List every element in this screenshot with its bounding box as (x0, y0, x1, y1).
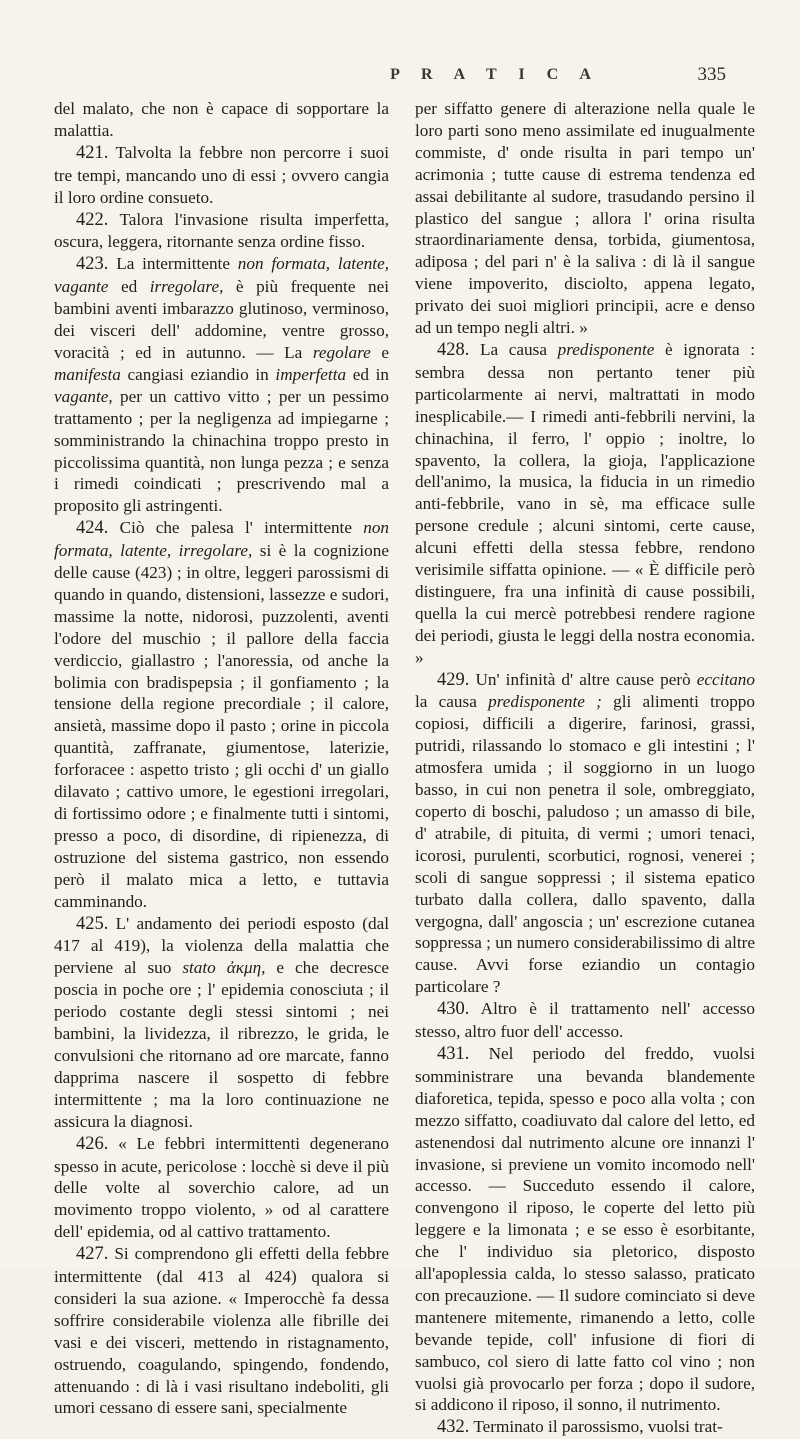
paragraph-number: 430. (437, 999, 470, 1020)
paragraph-421: 421. Talvolta la febbre non percorre i suoi tre tempi, mancando uno di essi ; ovvero cangia il loro ordine consueto. (54, 142, 389, 207)
paragraph-423: 423. La intermittente non formata, latente, vagante ed irregolare, è più frequente nei bambini aventi imbarazzo glutinoso, verminoso, dei visceri dell' addomine, ventre grosso, voracità ; ed in autunno. — La regolare e manifesta cangiasi eziandio in imperfetta ed in vagante, per un cattivo vitto ; per un pessimo trattamento ; per la negligenza ad impiegarne ; somministrando la chinachina troppo presto in piccolissima quantità, non lunga pezza ; e senza i rimedi coindicati ; prescrivendo mal a proposito gli astringenti. (54, 254, 390, 516)
running-head: P R A T I C A (390, 66, 600, 83)
paragraph-number: 428. (437, 339, 470, 360)
paragraph-431: 431. Nel periodo del freddo, vuolsi somministrare una bevanda blandemente diaforetica, tepida, spesso e poco alla volta ; con mezzo siffatto, coadiuvato dal calore del letto, ed astenendosi dal nutrimento alcune ore innanzi l' invasione, si previene un vomito incomodo nell' accesso. — Succeduto essendo il calore, convengono il riposo, le coperte del letto più leggere e la limonata ; e se esso è esorbitante, che l' individuo sia pletorico, disposto all'apoplessia calda, lo stesso salasso, praticato con precauzione. — Il sudore cominciato si deve mantenere mitemente, rimanendo a letto, colle bevande tepide, coll' infusione di fiori di sambuco, col siero di latte fatto col vino ; non vuolsi già provocarlo per forza ; dopo il sudore, si addicono il riposo, il sonno, il nutrimento. (415, 1043, 755, 1415)
paragraph-424: 424. Ciò che palesa l' intermittente non formata, latente, irregolare, si è la cognizione delle cause (423) ; in oltre, leggeri parossismi di quando in quando, distensioni, lassezze e sudori, massime la notte, nidorosi, puzzolenti, aventi l'odore del muschio ; il pallore della faccia verdiccio, giallastro ; l'anoressia, od anche la bolimia con bradispepsia ; il gonfiamento ; la tensione della regione precordiale ; il calore, ansietà, massime dopo il pasto ; orine in piccola quantità, zaffranate, giumentose, laterizie, forforacee : aspetto tristo ; gli occhi d' un giallo dilavato ; cattivo umore, le egestioni irregolari, di fortissimo odore ; e finalmente tutti i sintomi, presso a poco, di disordine, di ripienezza, di ostruzione del sistema gastrico, non essendo però il malato mica a letto, e tuttavia camminando. (54, 518, 389, 911)
paragraph-number: 424. (76, 518, 109, 539)
paragraph-number: 432. (437, 1417, 470, 1438)
page-header (0, 66, 800, 92)
paragraph-427: 427. Si comprendono gli effetti della febbre intermittente (dal 413 al 424) qualora si consideri la sua azione. « Imperocchè fa dessa soffrire considerabile violenza alle fibrille dei vasi e dei visceri, mettendo in ristagnamento, ostruendo, coagulando, spingendo, fondendo, attenuando : di là i vasi risultano indeboliti, gli umori cessano di essere sani, specialmente (54, 1244, 389, 1418)
paragraph-number: 422. (76, 209, 109, 230)
paragraph-number: 423. (76, 254, 109, 275)
paragraph-422: 422. Talora l'invasione risulta imperfetta, oscura, leggera, ritornante senza ordine fisso. (54, 209, 389, 252)
paragraph-428: 428. La causa predisponente è ignorata : sembra dessa non pertanto tener più particolarmente ai nervi, maltrattati in modo inesplicabile.— I rimedi anti-febbrili nervini, la chinachina, il ferro, l' oppio ; inoltre, lo spavento, la collera, la gioja, l'applicazione dell'animo, la musica, la fiducia in un rimedio anti-febbrile, vano in sè, ma efficace sulle persone credule ; alcuni sintomi, certe cause, alcuni effetti della stessa febbre, rendono verisimile siffatta opinione. — « È difficile però distinguere, fra una infinità di cause possibili, quella la cui mercè potrebbesi rendere ragione dei periodi, giusta le leggi della nostra economia. » (415, 339, 756, 667)
paragraph-number: 427. (76, 1244, 109, 1265)
right-column (415, 98, 755, 1439)
paragraph-426: 426. « Le febbri intermittenti degenerano spesso in acute, pericolose : locchè si deve il più delle volte al soverchio calore, ad un movimento troppo violento, » od al carattere dell' epidemia, od al cattivo trattamento. (54, 1133, 389, 1242)
left-column (54, 98, 389, 1419)
paragraph-number: 429. (437, 669, 470, 690)
paragraph-429: 429. Un' infinità d' altre cause però eccitano la causa predisponente ; gli alimenti troppo copiosi, difficili a digerire, farinosi, grassi, putridi, rilassando lo stomaco e gli intestini ; l' atmosfera umida ; il soggiorno in un luogo basso, in cui non penetra il sole, ombreggiato, coperto di boschi, paludoso ; un amasso di bile, d' atrabile, di pituita, di vermi ; umori tenaci, icorosi, purulenti, scorbutici, rognosi, venerei ; scoli di sangue soppressi ; il sistema epatico turbato dalla collera, dallo spavento, dalla vergogna, dall' angoscia ; un' escrezione cutanea soppressa ; un numero considerabilissimo di altre cause. Avvi forse eziandio un contagio particolare ? (415, 669, 755, 997)
paragraph-432: 432. Terminato il parossismo, vuolsi trat- (437, 1417, 723, 1438)
paragraph-430: 430. Altro è il trattamento nell' accesso stesso, altro fuor dell' accesso. (415, 999, 755, 1042)
paragraph-number: 426. (76, 1133, 109, 1154)
page-number: 335 (697, 64, 726, 85)
paragraph-425: 425. L' andamento dei periodi esposto (dal 417 al 419), la violenza della malattia che perviene al suo stato ἀκμη, e che decresce poscia in poche ore ; l' epidemia conosciuta ; il periodo costante degli stessi sintomi ; nei bambini, la lividezza, il ribrezzo, le grida, le convulsioni che ritornano ad ore marcate, fanno dapprima nascere il sospetto di febbre intermittente ; ma la loro continuazione ne assicura la diagnosi. (54, 913, 389, 1131)
paragraph-number: 425. (76, 913, 109, 934)
paragraph-continuation: del malato, che non è capace di sopportare la malattia. (54, 99, 389, 140)
paragraph-number: 421. (76, 142, 109, 163)
paragraph-continuation: per siffatto genere di alterazione nella quale le loro parti sono meno assimilate ed inugualmente commiste, d' onde risulta in pari tempo un' acrimonia ; tutte cause di estrema tendenza ed assai debilitante al sudore, trasudando persino il plastico del sangue ; allora l' orina risulta straordinariamente densa, torbida, giumentosa, adiposa ; del pari n' è la saliva : di là il sangue viene impoverito, disciolto, appena legato, privato dei suoi migliori principii, acre e denso ad un tempo negli altri. » (415, 99, 755, 338)
paragraph-number: 431. (437, 1043, 470, 1064)
